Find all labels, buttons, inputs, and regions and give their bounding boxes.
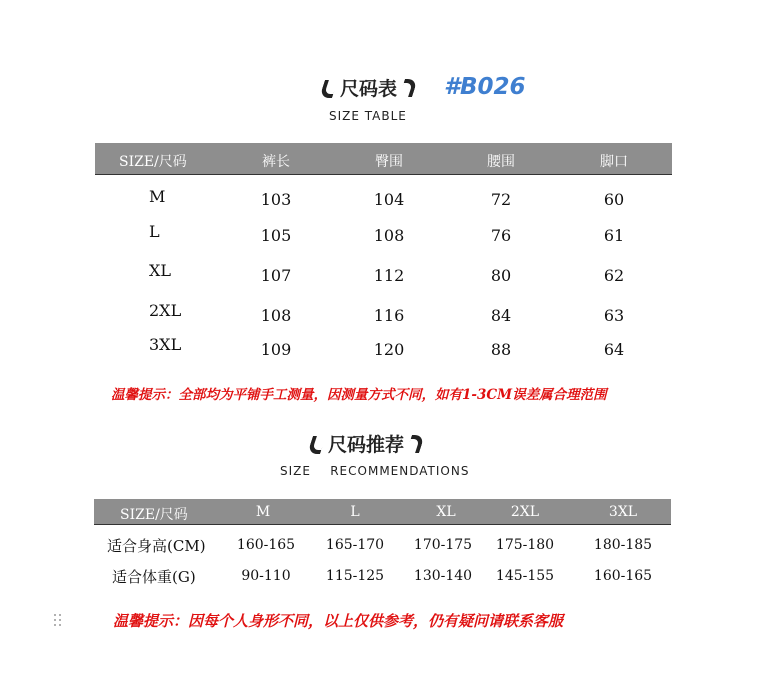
waist-cell: 88: [490, 340, 512, 359]
length-cell: 105: [260, 226, 292, 245]
recommend-title: 尺码推荐: [306, 430, 426, 457]
hem-cell: 61: [603, 226, 625, 245]
rec-cell: 170-175: [413, 537, 473, 553]
length-cell: 109: [260, 340, 292, 359]
size-cell: XL: [149, 261, 172, 280]
rec-cell: 145-155: [495, 568, 555, 584]
header-cell-hem: 脚口: [600, 154, 628, 170]
header-cell-hip: 臀围: [375, 154, 403, 170]
size-cell: L: [149, 222, 160, 241]
rec-cell: 160-165: [593, 568, 653, 584]
rec-row-label-height: 适合身高(CM): [107, 537, 206, 555]
rec-cell: 130-140: [413, 568, 473, 584]
title-left-bracket-icon: [306, 435, 328, 453]
header-cell-size: SIZE/尺码: [119, 154, 187, 170]
size-cell: M: [149, 187, 166, 206]
hip-cell: 108: [373, 226, 405, 245]
hem-cell: 63: [603, 306, 625, 325]
waist-cell: 84: [490, 306, 512, 325]
rec-header-xl: XL: [436, 504, 456, 520]
hip-cell: 120: [373, 340, 405, 359]
product-code: #B026: [444, 74, 526, 100]
rec-header-3xl: 3XL: [608, 504, 638, 520]
rec-cell: 115-125: [325, 568, 385, 584]
rec-cell: 160-165: [236, 537, 296, 553]
header-cell-length: 裤长: [262, 154, 290, 170]
size-table-title: 尺码表: [318, 74, 419, 101]
size-table-header-rule: [95, 174, 672, 175]
size-table-subtitle: SIZE TABLE: [329, 109, 407, 123]
rec-cell: 180-185: [593, 537, 653, 553]
length-cell: 107: [260, 266, 292, 285]
rec-header-size: SIZE/尺码: [120, 507, 188, 523]
hip-cell: 104: [373, 190, 405, 209]
header-cell-waist: 腰围: [487, 154, 515, 170]
title-right-bracket-icon: [404, 435, 426, 453]
size-cell: 2XL: [149, 301, 182, 320]
recommend-table-header-rule: [94, 524, 671, 525]
hip-cell: 112: [373, 266, 405, 285]
rec-header-l: L: [350, 504, 360, 520]
rec-cell: 165-170: [325, 537, 385, 553]
length-cell: 108: [260, 306, 292, 325]
size-table-note: 温馨提示：全部均为平铺手工测量，因测量方式不同，如有1-3CM误差属合理范围: [111, 387, 607, 403]
hem-cell: 62: [603, 266, 625, 285]
size-cell: 3XL: [149, 335, 182, 354]
title-right-bracket-icon: [397, 79, 419, 97]
hem-cell: 60: [603, 190, 625, 209]
hip-cell: 116: [373, 306, 405, 325]
hem-cell: 64: [603, 340, 625, 359]
waist-cell: 76: [490, 226, 512, 245]
waist-cell: 72: [490, 190, 512, 209]
rec-cell: 90-110: [241, 568, 291, 584]
waist-cell: 80: [490, 266, 512, 285]
recommend-note: 温馨提示：因每个人身形不同，以上仅供参考，仍有疑问请联系客服: [113, 612, 564, 630]
recommend-subtitle: SIZE RECOMMENDATIONS: [280, 464, 470, 478]
title-left-bracket-icon: [318, 79, 340, 97]
rec-header-2xl: 2XL: [510, 504, 540, 520]
drag-handle-icon[interactable]: [54, 614, 62, 630]
rec-row-label-weight: 适合体重(G): [112, 568, 196, 586]
length-cell: 103: [260, 190, 292, 209]
rec-header-m: M: [255, 504, 271, 520]
rec-cell: 175-180: [495, 537, 555, 553]
